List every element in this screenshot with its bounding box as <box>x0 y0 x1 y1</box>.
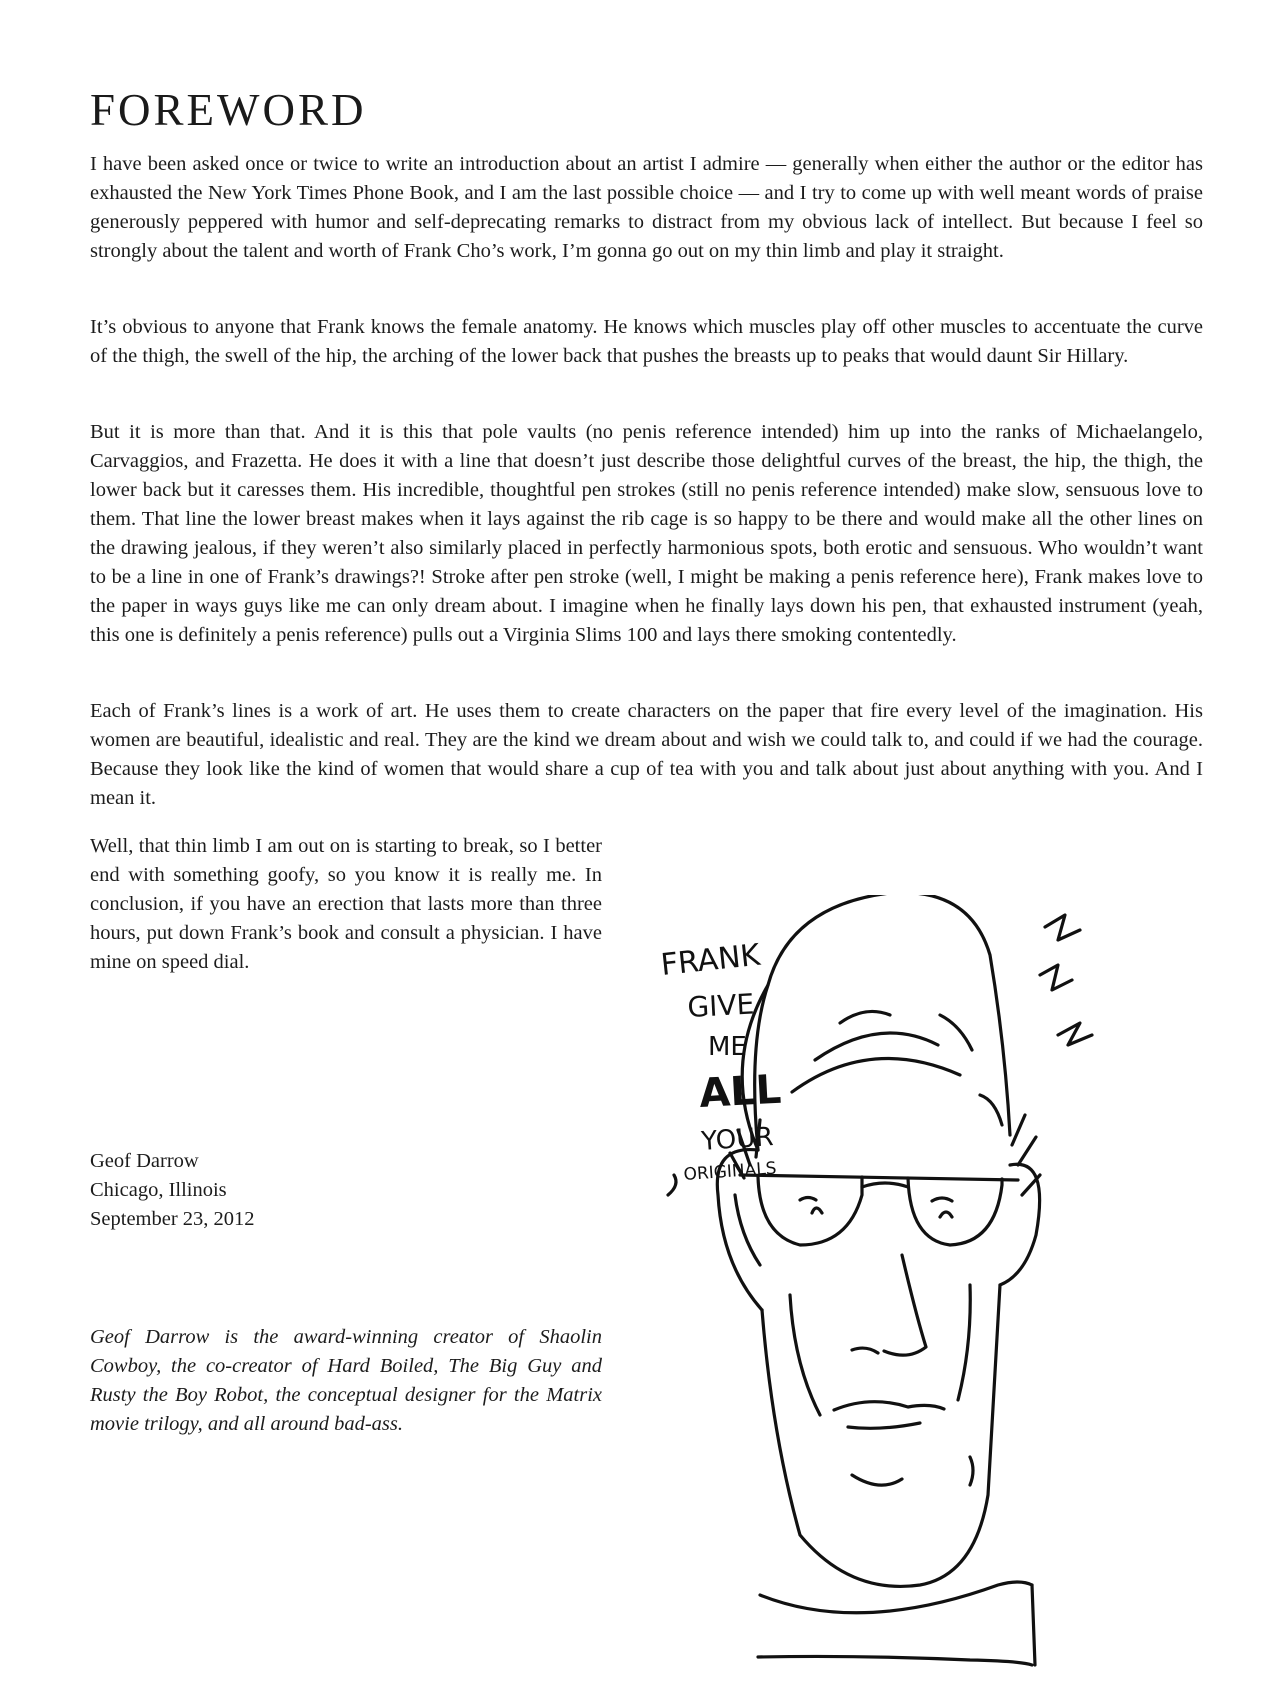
sketch-line-originals: ORIGINALS <box>682 1158 778 1185</box>
paragraph-anatomy: It’s obvious to anyone that Frank knows the female anatomy. He knows which muscles play off other muscles to accentuate the curve of the thigh, the swell of the hip, the arching of the lower back that pushes the breasts up to peaks that would daunt Sir Hillary. <box>90 316 1203 367</box>
paragraph-conclusion: Well, that thin limb I am out on is starting to break, so I better end with something goofy, so you know it is really me. In conclusion, if you have an erection that lasts more than three hours, put down Frank’s book and consult a physician. I have mine on speed dial. <box>90 835 602 973</box>
caricature-drawing <box>640 895 1200 1695</box>
sketch-line-me: ME <box>708 1032 747 1062</box>
signature-name: Geof Darrow <box>90 1150 199 1172</box>
paragraph-intro: I have been asked once or twice to write an introduction about an artist I admire — generally when either the author or the editor has exhausted the New York Times Phone Book, and I am the last possible choice — and I try to come up with well meant words of praise generously peppered with humor and self-deprecating remarks to distract from my obvious lack of intellect. But because I feel so strongly about the talent and worth of Frank Cho’s work, I’m gonna go out on my thin limb and play it straight. <box>90 153 1203 262</box>
glasses <box>740 1175 1018 1245</box>
page-title: FOREWORD <box>90 85 367 135</box>
caricature-sketch <box>640 895 1200 1695</box>
sketch-line-all: ALL <box>698 1066 783 1117</box>
sketch-line-your: YOUR <box>700 1122 775 1157</box>
paragraph-characters: Each of Frank’s lines is a work of art. He uses them to create characters on the paper that fire every level of the imagination. His women are beautiful, idealistic and real. They are the kind we dream about and wish we could talk to, and could if we had the courage. Because they look like the kind of women that would share a cup of tea with you and talk about just about anything with you. And I mean it. <box>90 700 1203 809</box>
signature-location: Chicago, Illinois <box>90 1179 227 1201</box>
paragraph-line-quality: But it is more than that. And it is this that pole vaults (no penis reference intended) him up into the ranks of Michaelangelo, Carvaggios, and Frazetta. He does it with a line that doesn’t just describe those delightful curves of the breast, the hip, the thigh, the lower back but it caresses them. His incredible, thoughtful pen strokes (still no penis reference intended) make slow, sensuous love to them. That line the lower breast makes when it lays against the rib cage is so happy to be there and would make all the other lines on the drawing jealous, if they weren’t also similarly placed in perfectly harmonious spots, both erotic and sensuous. Who wouldn’t want to be a line in one of Frank’s drawings?! Stroke after pen stroke (well, I might be making a penis reference here), Frank makes love to the paper in ways guys like me can only dream about. I imagine when he finally lays down his pen, that exhausted instrument (yeah, this one is definitely a penis reference) pulls out a Virginia Slims 100 and lays there smoking contentedly. <box>90 421 1203 646</box>
signature-block <box>90 1147 255 1234</box>
author-bio: Geof Darrow is the award-winning creator of Shaolin Cowboy, the co-creator of Hard Boiled, The Big Guy and Rusty the Boy Robot, the conceptual designer for the Matrix movie trilogy, and all around bad-ass. <box>90 1326 602 1435</box>
sketch-line-frank: FRANK <box>659 937 762 983</box>
sketch-line-give: GIVE <box>686 987 756 1024</box>
head-outline <box>742 895 1010 1150</box>
signature-date: September 23, 2012 <box>90 1208 255 1230</box>
